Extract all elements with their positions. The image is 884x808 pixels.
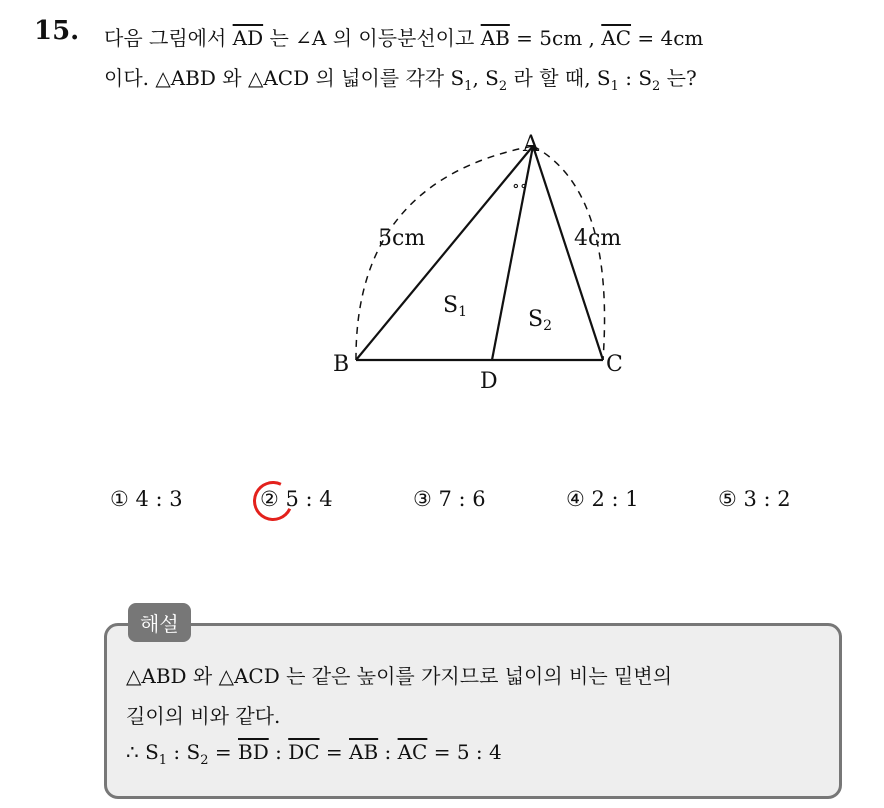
question-line-2: 이다. △ABD 와 △ACD 의 넓이를 각각 $S_1$, $S_2$ 라 할 때, $S_1$ : $S_2$ 는? [104,66,697,94]
choice-5[interactable]: ⑤ 3 : 2 [718,487,791,511]
question-line-1: 다음 그림에서 $\overline{AD}$ 는 ∠A 의 이등분선이고 $\overline{AB} = 5cm$ , $\overline{AC} = 4cm$ [104,26,704,50]
choice-2[interactable]: ② 5 : 4 [260,487,333,511]
label-c: C [606,352,623,377]
question-number: 15. [34,16,80,46]
explanation-tag: 해설 [128,603,191,642]
answer-choices [0,487,884,527]
choice-1[interactable]: ① 4 : 3 [110,487,183,511]
label-s1: S1 [443,293,467,320]
label-a: A [523,132,539,157]
explanation-line-1: △ABD 와 △ACD 는 같은 높이를 가지므로 넓이의 비는 밑변의 [126,664,673,688]
explanation-line-2: 길이의 비와 같다. [126,704,281,728]
label-ab-length: 5cm [378,226,426,251]
label-b: B [333,352,350,377]
angle-bisector-marks: ∘∘ [512,176,528,195]
label-s2: S2 [528,307,552,334]
label-d: D [480,369,498,394]
choice-4[interactable]: ④ 2 : 1 [566,487,639,511]
label-ac-length: 4cm [574,226,622,251]
choice-3[interactable]: ③ 7 : 6 [413,487,486,511]
explanation-line-3: ∴ $S_1$ : $S_2 = \overline{BD}$ : $\overline{DC} = \overline{AB}$ : $\overline{AC} = 5$ : 4 [126,740,502,768]
